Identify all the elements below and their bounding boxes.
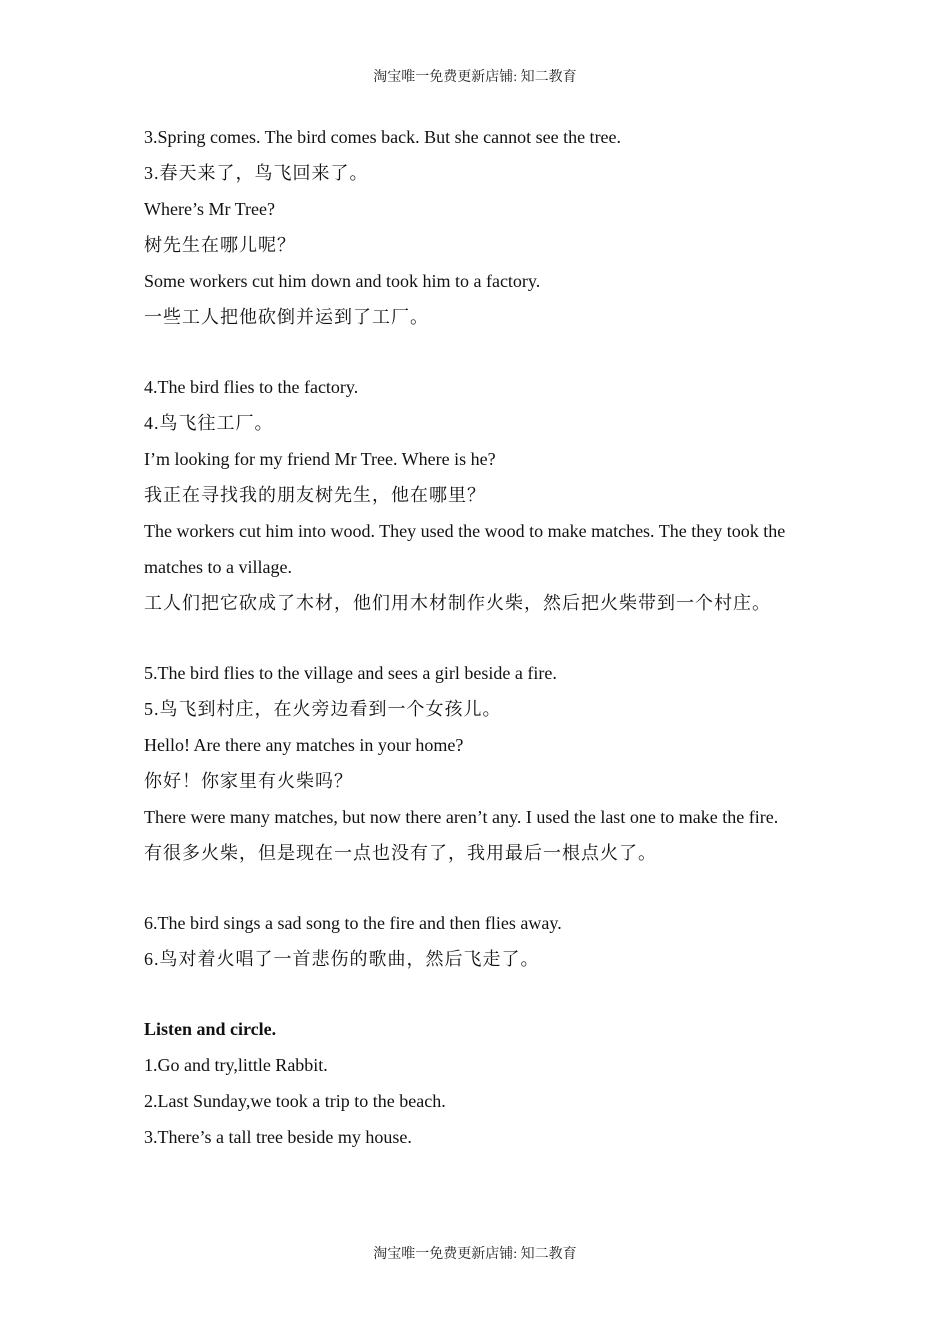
story-line-cn: 树先生在哪儿呢？ [144, 235, 296, 255]
paragraph-gap [144, 977, 814, 1011]
page-header: 淘宝唯一免费更新店铺: 知二教育 [373, 70, 577, 85]
story-line-en: 3.Spring comes. The bird comes back. But she cannot see the tree. [144, 127, 622, 147]
story-line-en: 5.The bird flies to the village and sees a girl beside a fire. [144, 663, 557, 683]
story-line-en: 6.The bird sings a sad song to the fire and then flies away. [144, 913, 562, 933]
story-line-cn: 有很多火柴，但是现在一点也没有了，我用最后一根点火了。 [144, 843, 657, 863]
story-line-en: Hello! Are there any matches in your home? [144, 735, 464, 755]
story-line-cn: 4.鸟飞往工厂。 [144, 413, 274, 433]
story-line-en: Some workers cut him down and took him to a factory. [144, 271, 541, 291]
section-heading: Listen and circle. [144, 1019, 277, 1039]
story-part-5 [144, 655, 814, 871]
listen-item: 2.Last Sunday,we took a trip to the beach. [144, 1091, 446, 1111]
listen-item: 1.Go and try,little Rabbit. [144, 1055, 328, 1075]
paragraph-gap [144, 621, 814, 655]
story-line-cn: 工人们把它砍成了木材，他们用木材制作火柴，然后把火柴带到一个村庄。 [144, 593, 771, 613]
paragraph-gap [144, 871, 814, 905]
story-part-3 [144, 119, 814, 335]
story-line-en: There were many matches, but now there aren’t any. I used the last one to make the fire. [144, 807, 779, 827]
listen-item: 3.There’s a tall tree beside my house. [144, 1127, 412, 1147]
story-line-cn: 6.鸟对着火唱了一首悲伤的歌曲，然后飞走了。 [144, 949, 540, 969]
story-line-cn: 我正在寻找我的朋友树先生，他在哪里？ [144, 485, 486, 505]
story-part-6 [144, 905, 814, 977]
document-body [144, 119, 814, 1155]
story-line-cn: 一些工人把他砍倒并运到了工厂。 [144, 307, 429, 327]
story-line-en: 4.The bird flies to the factory. [144, 377, 359, 397]
story-part-4 [144, 369, 814, 621]
story-line-en: I’m looking for my friend Mr Tree. Where is he? [144, 449, 496, 469]
listen-and-circle-section [144, 1011, 814, 1155]
story-line-en: Where’s Mr Tree? [144, 199, 275, 219]
story-line-en: The workers cut him into wood. They used the wood to make matches. The they took the matches to a village. [144, 521, 786, 577]
story-line-cn: 你好！你家里有火柴吗？ [144, 771, 353, 791]
story-line-cn: 3.春天来了，鸟飞回来了。 [144, 163, 369, 183]
page-footer: 淘宝唯一免费更新店铺: 知二教育 [373, 1247, 577, 1262]
story-line-cn: 5.鸟飞到村庄，在火旁边看到一个女孩儿。 [144, 699, 502, 719]
paragraph-gap [144, 335, 814, 369]
